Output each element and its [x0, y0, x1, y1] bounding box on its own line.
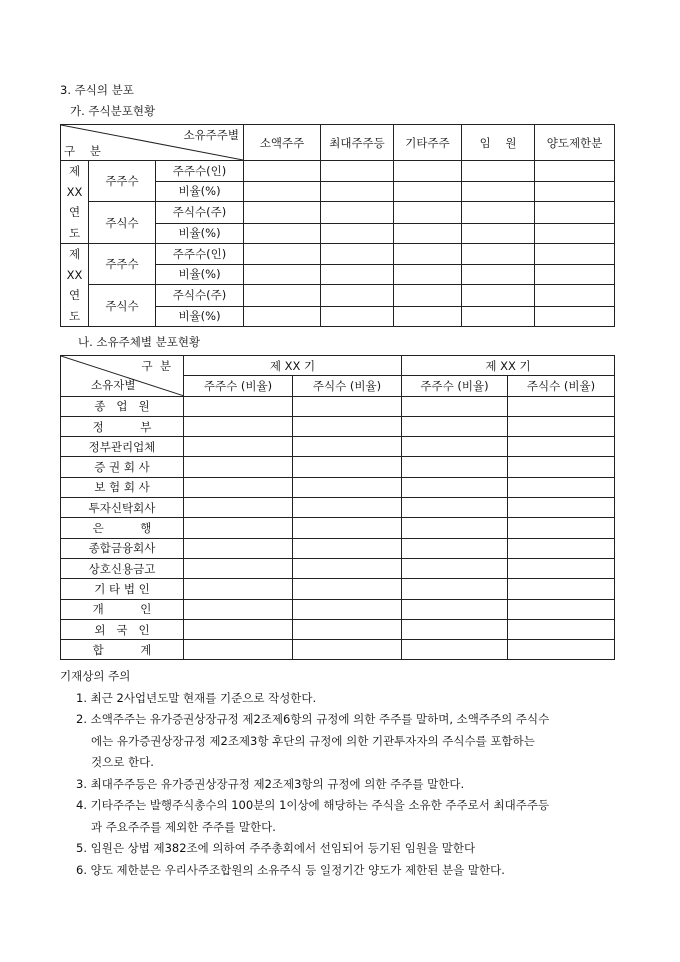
data-cell[interactable] — [462, 161, 535, 182]
table-row — [61, 396, 615, 416]
owner-label: 은 행 — [61, 518, 184, 538]
data-cell[interactable] — [184, 538, 293, 558]
data-cell[interactable] — [508, 518, 615, 538]
data-cell[interactable] — [402, 457, 508, 477]
data-cell[interactable] — [321, 202, 394, 224]
column-header: 양도제한분 — [535, 125, 615, 161]
data-cell[interactable] — [535, 223, 615, 244]
data-cell[interactable] — [244, 223, 321, 244]
data-cell[interactable] — [293, 477, 402, 497]
table-row — [61, 161, 615, 182]
period-header: 제 XX 기 — [184, 356, 402, 376]
table-row — [61, 518, 615, 538]
data-cell[interactable] — [293, 579, 402, 599]
data-cell[interactable] — [508, 558, 615, 578]
corner-top-label: 소유주주별 — [183, 128, 240, 142]
data-cell[interactable] — [402, 558, 508, 578]
table-row — [61, 599, 615, 619]
owner-label: 기 타 법 인 — [61, 579, 184, 599]
data-cell[interactable] — [244, 202, 321, 224]
year-label-char: 연 — [68, 205, 81, 219]
row-label: 주주수(인) — [156, 244, 244, 265]
column-header: 소액주주 — [244, 125, 321, 161]
data-cell[interactable] — [535, 202, 615, 224]
data-cell[interactable] — [184, 498, 293, 518]
data-cell[interactable] — [535, 285, 615, 307]
data-cell[interactable] — [184, 640, 293, 660]
subsection-a-title: 가. 주식분포현황 — [70, 104, 156, 118]
data-cell[interactable] — [184, 558, 293, 578]
group-label: 주주수 — [89, 244, 156, 285]
year-label-char: 제 — [68, 164, 81, 178]
data-cell[interactable] — [244, 161, 321, 182]
data-cell[interactable] — [508, 599, 615, 619]
year-label-char: XX — [66, 267, 83, 282]
data-cell[interactable] — [402, 640, 508, 660]
data-cell[interactable] — [462, 264, 535, 285]
data-cell[interactable] — [184, 437, 293, 457]
group-label: 주식수 — [89, 285, 156, 327]
data-cell[interactable] — [394, 181, 462, 202]
data-cell[interactable] — [293, 619, 402, 639]
year-label — [61, 161, 89, 244]
data-cell[interactable] — [394, 244, 462, 265]
year-label-char: 제 — [68, 247, 81, 261]
data-cell[interactable] — [394, 223, 462, 244]
table-row — [61, 416, 615, 436]
data-cell[interactable] — [535, 306, 615, 327]
owner-label: 보 험 회 사 — [61, 477, 184, 497]
data-cell[interactable] — [293, 640, 402, 660]
data-cell[interactable] — [508, 498, 615, 518]
row-label: 주식수(주) — [156, 285, 244, 307]
data-cell[interactable] — [462, 202, 535, 224]
data-cell[interactable] — [293, 416, 402, 436]
data-cell[interactable] — [402, 538, 508, 558]
data-cell[interactable] — [321, 244, 394, 265]
data-cell[interactable] — [394, 306, 462, 327]
column-header: 임 원 — [462, 125, 535, 161]
row-label: 주주수(인) — [156, 161, 244, 182]
data-cell[interactable] — [244, 306, 321, 327]
corner-bottom-label: 구 분 — [64, 144, 101, 158]
table-row — [61, 558, 615, 578]
owner-label: 개 인 — [61, 599, 184, 619]
data-cell[interactable] — [321, 264, 394, 285]
owner-label: 정부관리업체 — [61, 437, 184, 457]
owner-label: 합 계 — [61, 640, 184, 660]
data-cell[interactable] — [402, 619, 508, 639]
note-line: 과 주요주주를 제외한 주주를 말한다. — [91, 819, 276, 834]
table-row — [61, 437, 615, 457]
table-row — [61, 640, 615, 660]
data-cell[interactable] — [184, 518, 293, 538]
data-cell[interactable] — [321, 161, 394, 182]
data-cell[interactable] — [293, 599, 402, 619]
year-label-char: 연 — [68, 288, 81, 302]
data-cell[interactable] — [508, 457, 615, 477]
data-cell[interactable] — [508, 538, 615, 558]
data-cell[interactable] — [184, 396, 293, 416]
row-label: 주식수(주) — [156, 202, 244, 224]
data-cell[interactable] — [293, 498, 402, 518]
group-label: 주주수 — [89, 161, 156, 202]
data-cell[interactable] — [402, 416, 508, 436]
note-line: 에는 유가증권상장규정 제2조제3항 후단의 규정에 의한 기관투자자의 주식수를 포함하는 — [91, 733, 535, 748]
data-cell[interactable] — [244, 285, 321, 307]
row-label: 비율(%) — [156, 306, 244, 327]
data-cell[interactable] — [508, 619, 615, 639]
data-cell[interactable] — [394, 264, 462, 285]
year-label-char: XX — [66, 184, 83, 199]
data-cell[interactable] — [293, 558, 402, 578]
share-distribution-table — [60, 124, 615, 327]
data-cell[interactable] — [402, 579, 508, 599]
notes-section — [60, 666, 620, 881]
subcolumn-header: 주주수 (비율) — [184, 376, 293, 396]
table-row — [61, 244, 615, 265]
corner-top-label: 구 분 — [141, 359, 171, 373]
subcolumn-header: 주주수 (비율) — [402, 376, 508, 396]
data-cell[interactable] — [244, 244, 321, 265]
note-line: 2. 소액주주는 유가증권상장규정 제2조제6항의 규정에 의한 주주를 말하며, 소액주주의 주식수 — [76, 712, 550, 726]
corner-bottom-label: 소유자별 — [91, 377, 136, 392]
data-cell[interactable] — [535, 181, 615, 202]
row-label: 비율(%) — [156, 181, 244, 202]
owner-label: 종합금융회사 — [61, 538, 184, 558]
data-cell[interactable] — [293, 396, 402, 416]
note-line: 6. 양도 제한분은 우리사주조합원의 소유주식 등 일정기간 양도가 제한된 분을 말한다. — [76, 862, 505, 877]
data-cell[interactable] — [402, 599, 508, 619]
data-cell[interactable] — [184, 477, 293, 497]
table-row — [61, 538, 615, 558]
data-cell[interactable] — [508, 416, 615, 436]
corner-header-cell — [61, 125, 244, 161]
data-cell[interactable] — [508, 437, 615, 457]
data-cell[interactable] — [508, 579, 615, 599]
table-row — [61, 477, 615, 497]
data-cell[interactable] — [402, 518, 508, 538]
owner-distribution-table — [60, 355, 615, 660]
data-cell[interactable] — [394, 202, 462, 224]
table-row — [61, 579, 615, 599]
data-cell[interactable] — [394, 285, 462, 307]
data-cell[interactable] — [321, 181, 394, 202]
data-cell[interactable] — [508, 477, 615, 497]
data-cell[interactable] — [462, 181, 535, 202]
data-cell[interactable] — [321, 306, 394, 327]
subcolumn-header: 주식수 (비율) — [508, 376, 615, 396]
year-label — [61, 244, 89, 327]
note-line: 3. 최대주주등은 유가증권상장규정 제2조제3항의 규정에 의한 주주를 말한다. — [76, 776, 465, 791]
data-cell[interactable] — [321, 285, 394, 307]
data-cell[interactable] — [402, 396, 508, 416]
data-cell[interactable] — [184, 457, 293, 477]
data-cell[interactable] — [535, 161, 615, 182]
note-line: 것으로 한다. — [91, 755, 154, 769]
data-cell[interactable] — [402, 498, 508, 518]
section-title: 3. 주식의 분포 — [60, 83, 134, 97]
notes-title: 기재상의 주의 — [60, 669, 131, 683]
note-line: 1. 최근 2사업년도말 현재를 기준으로 작성한다. — [76, 690, 317, 705]
data-cell[interactable] — [462, 223, 535, 244]
year-label-char: 도 — [68, 308, 81, 323]
data-cell[interactable] — [462, 285, 535, 307]
data-cell[interactable] — [244, 264, 321, 285]
data-cell[interactable] — [535, 244, 615, 265]
data-cell[interactable] — [402, 437, 508, 457]
data-cell[interactable] — [293, 437, 402, 457]
owner-label: 외 국 인 — [61, 619, 184, 639]
period-header: 제 XX 기 — [402, 356, 615, 376]
data-cell[interactable] — [184, 619, 293, 639]
data-cell[interactable] — [462, 306, 535, 327]
data-cell[interactable] — [508, 640, 615, 660]
group-label: 주식수 — [89, 202, 156, 244]
owner-label: 종 업 원 — [61, 396, 184, 416]
data-cell[interactable] — [184, 579, 293, 599]
table-row — [61, 285, 615, 307]
year-label-char: 도 — [68, 225, 81, 240]
note-line: 5. 임원은 상법 제382조에 의하여 주주총회에서 선임되어 등기된 임원을 말한다 — [76, 841, 476, 855]
data-cell[interactable] — [394, 161, 462, 182]
data-cell[interactable] — [293, 457, 402, 477]
data-cell[interactable] — [535, 264, 615, 285]
owner-label: 정 부 — [61, 416, 184, 436]
data-cell[interactable] — [402, 477, 508, 497]
owner-label: 증 권 회 사 — [61, 457, 184, 477]
data-cell[interactable] — [293, 518, 402, 538]
table-row — [61, 498, 615, 518]
row-label: 비율(%) — [156, 223, 244, 244]
subsection-b-title: 나. 소유주체별 분포현황 — [78, 335, 201, 349]
data-cell[interactable] — [184, 599, 293, 619]
row-label: 비율(%) — [156, 264, 244, 285]
data-cell[interactable] — [244, 181, 321, 202]
table-row — [61, 202, 615, 224]
data-cell[interactable] — [293, 538, 402, 558]
note-line: 4. 기타주주는 발행주식총수의 100분의 1이상에 해당하는 주식을 소유한 주주로서 최대주주등 — [76, 798, 550, 812]
column-header: 기타주주 — [394, 125, 462, 161]
owner-label: 투자신탁회사 — [61, 498, 184, 518]
corner-header-cell — [61, 356, 184, 397]
subcolumn-header: 주식수 (비율) — [293, 376, 402, 396]
data-cell[interactable] — [508, 396, 615, 416]
data-cell[interactable] — [321, 223, 394, 244]
owner-label: 상호신용금고 — [61, 558, 184, 578]
data-cell[interactable] — [184, 416, 293, 436]
table-row — [61, 619, 615, 639]
column-header: 최대주주등 — [321, 125, 394, 161]
data-cell[interactable] — [462, 244, 535, 265]
table-row — [61, 457, 615, 477]
